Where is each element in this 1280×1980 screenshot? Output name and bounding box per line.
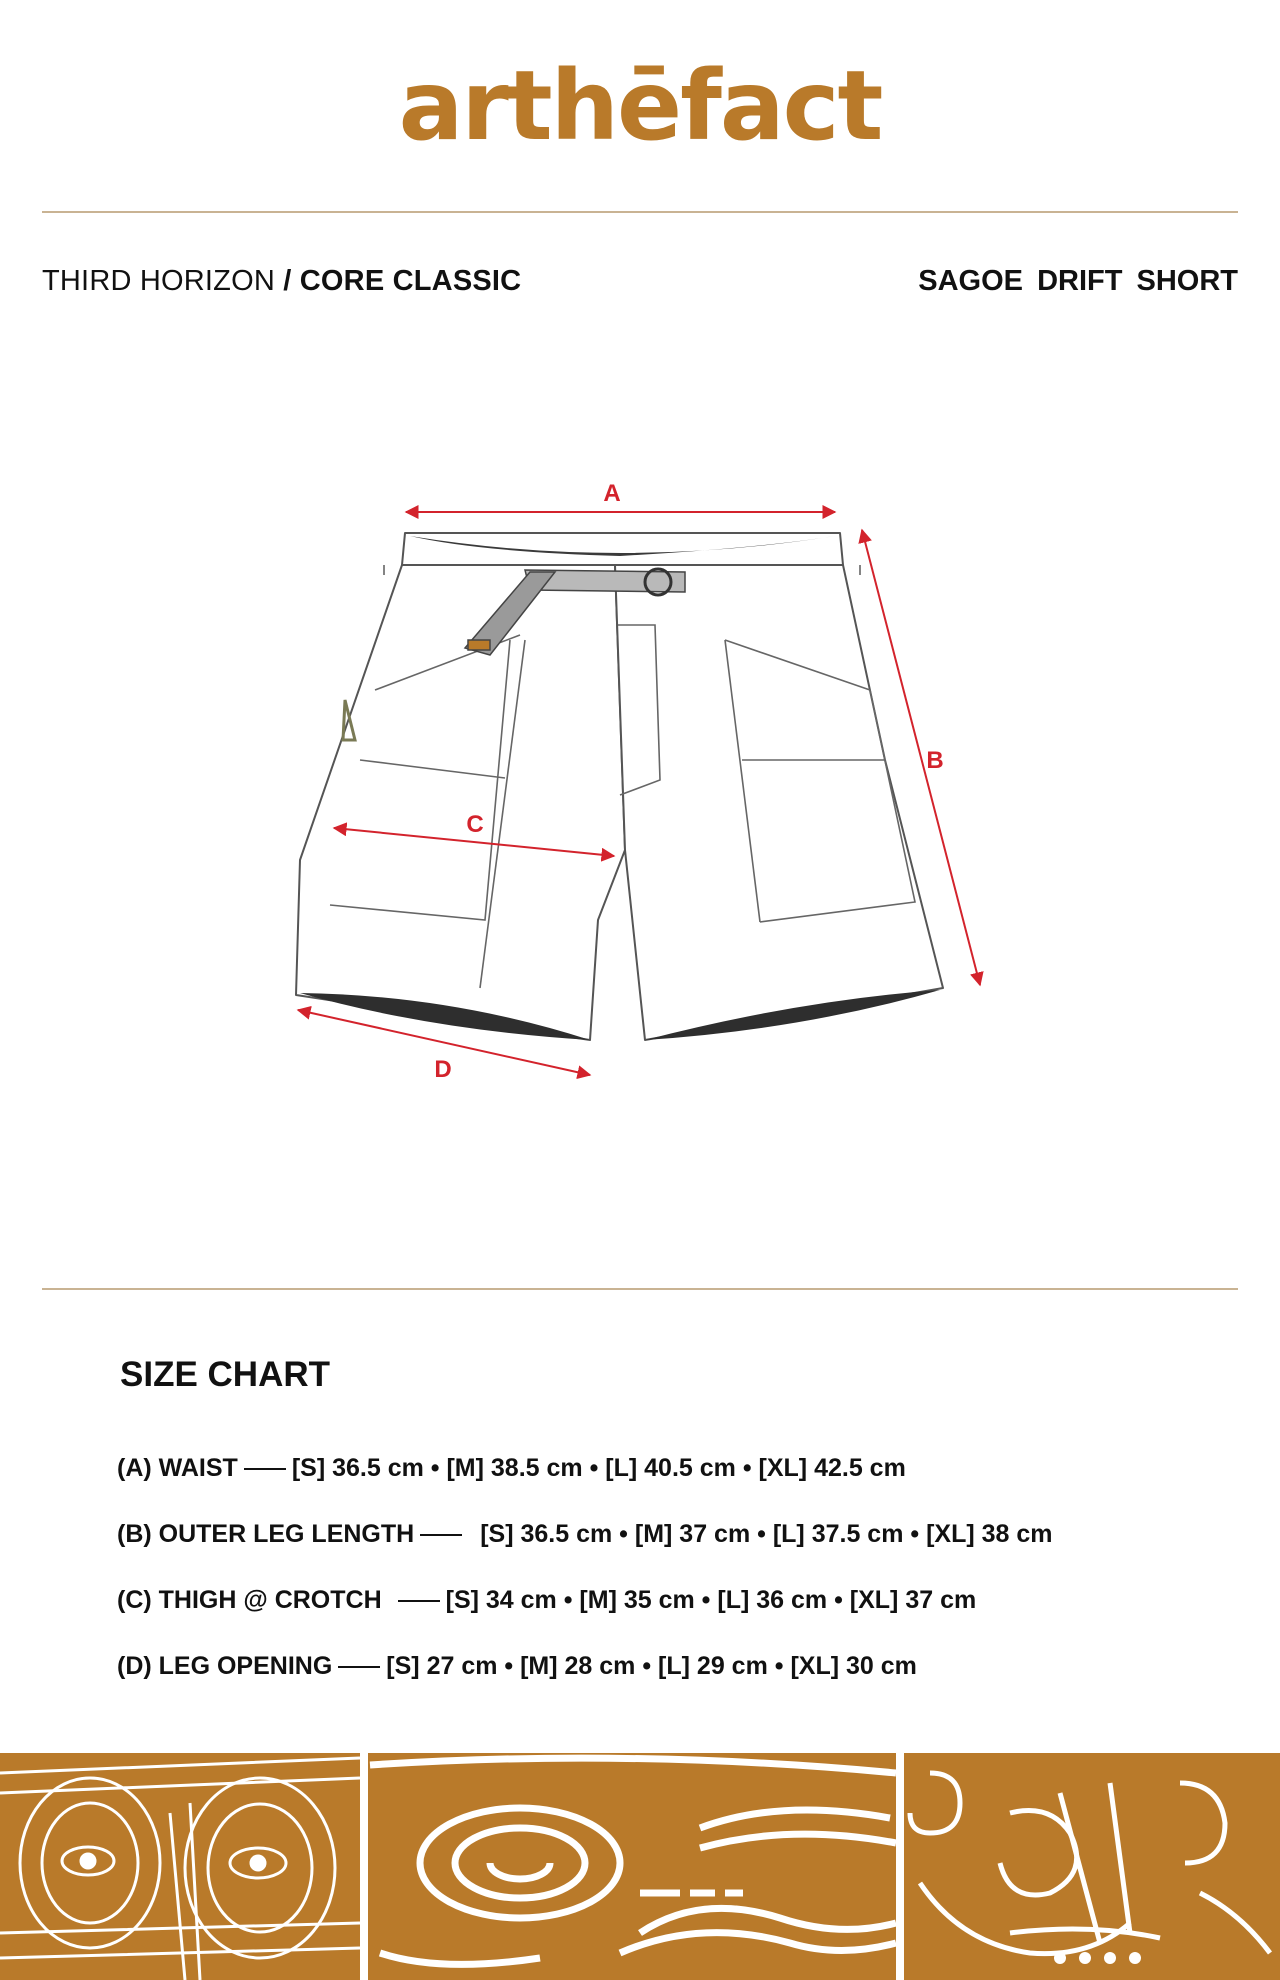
spec-label: (B) OUTER LEG LENGTH [117,1520,415,1548]
spec-dash [338,1666,380,1668]
brand-logo: arthēfact [398,50,882,162]
collection-breadcrumb [42,265,521,298]
label-c: C [466,811,484,838]
spec-values: [S] 27 cm • [M] 28 cm • [L] 29 cm • [XL] 30 cm [386,1652,917,1680]
label-b: B [926,747,944,774]
spec-values: [S] 36.5 cm • [M] 37 cm • [L] 37.5 cm • [XL] 38 cm [480,1520,1053,1548]
pattern-panel-right [904,1753,1280,1980]
middle-divider [42,1288,1238,1290]
spec-values: [S] 34 cm • [M] 35 cm • [L] 36 cm • [XL] 37 cm [445,1586,977,1614]
size-chart-title: SIZE CHART [120,1355,330,1394]
spec-row [117,1586,976,1615]
spec-values: [S] 36.5 cm • [M] 38.5 cm • [L] 40.5 cm • [XL] 42.5 cm [291,1454,906,1482]
spec-dash [398,1600,440,1602]
spec-dash [244,1468,286,1470]
label-d: D [434,1056,452,1083]
spec-row [117,1454,906,1483]
label-a: A [603,480,621,507]
spec-label: (D) LEG OPENING [117,1652,333,1680]
spec-dash [420,1534,462,1536]
top-divider [42,211,1238,213]
product-title: SAGOE DRIFT SHORT [918,265,1238,297]
shorts-outline [296,533,943,1040]
collection-name: THIRD HORIZON [42,265,275,297]
shorts-diagram [0,460,1280,1100]
breadcrumb-separator: / [283,265,292,297]
spec-label: (A) WAIST [117,1454,238,1482]
spec-row [117,1520,1053,1549]
line-name: CORE CLASSIC [299,265,522,297]
spec-row [117,1652,917,1681]
spec-label: (C) THIGH @ CROTCH [117,1586,382,1614]
pattern-panel-middle [368,1753,896,1980]
carved-pattern-strip [0,1753,1280,1980]
pattern-panel-left [0,1753,360,1980]
